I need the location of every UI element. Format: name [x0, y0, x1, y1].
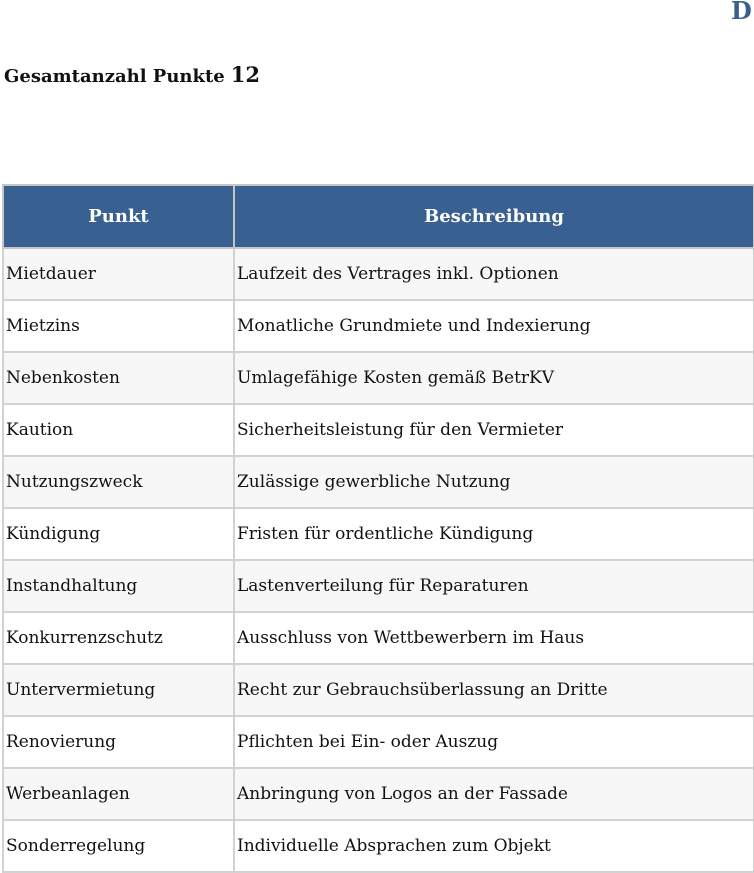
cell-punkt: Nutzungszweck [3, 456, 234, 508]
cell-beschreibung: Recht zur Gebrauchsüberlassung an Dritte [234, 664, 754, 716]
points-table [2, 184, 754, 873]
cell-beschreibung: Anbringung von Logos an der Fassade [234, 768, 754, 820]
column-header-punkt: Punkt [3, 185, 234, 248]
table-row [3, 508, 754, 560]
total-points-value: 12 [230, 62, 260, 87]
table-row [3, 352, 754, 404]
cell-beschreibung: Zulässige gewerbliche Nutzung [234, 456, 754, 508]
column-header-beschreibung: Beschreibung [234, 185, 754, 248]
cell-beschreibung: Ausschluss von Wettbewerbern im Haus [234, 612, 754, 664]
cell-beschreibung: Fristen für ordentliche Kündigung [234, 508, 754, 560]
total-points-label: Gesamtanzahl Punkte [4, 66, 225, 87]
cell-punkt: Kündigung [3, 508, 234, 560]
cell-punkt: Werbeanlagen [3, 768, 234, 820]
table-row [3, 716, 754, 768]
cell-beschreibung: Sicherheitsleistung für den Vermieter [234, 404, 754, 456]
table-row [3, 664, 754, 716]
cell-punkt: Mietzins [3, 300, 234, 352]
table-row [3, 248, 754, 300]
cell-punkt: Sonderregelung [3, 820, 234, 872]
cell-punkt: Instandhaltung [3, 560, 234, 612]
table-row [3, 768, 754, 820]
total-points-line [4, 62, 260, 87]
cell-beschreibung: Pflichten bei Ein- oder Auszug [234, 716, 754, 768]
table-header-row [3, 185, 754, 248]
table-row [3, 612, 754, 664]
cell-beschreibung: Umlagefähige Kosten gemäß BetrKV [234, 352, 754, 404]
cell-beschreibung: Individuelle Absprachen zum Objekt [234, 820, 754, 872]
cell-punkt: Konkurrenzschutz [3, 612, 234, 664]
cell-punkt: Mietdauer [3, 248, 234, 300]
table-row [3, 300, 754, 352]
cell-punkt: Untervermietung [3, 664, 234, 716]
cell-beschreibung: Lastenverteilung für Reparaturen [234, 560, 754, 612]
table-row [3, 404, 754, 456]
cell-punkt: Nebenkosten [3, 352, 234, 404]
table-row [3, 560, 754, 612]
cell-punkt: Kaution [3, 404, 234, 456]
points-table-container [2, 184, 753, 873]
cell-beschreibung: Monatliche Grundmiete und Indexierung [234, 300, 754, 352]
corner-mark: D [731, 0, 752, 25]
table-row [3, 456, 754, 508]
cell-beschreibung: Laufzeit des Vertrages inkl. Optionen [234, 248, 754, 300]
table-row [3, 820, 754, 872]
cell-punkt: Renovierung [3, 716, 234, 768]
